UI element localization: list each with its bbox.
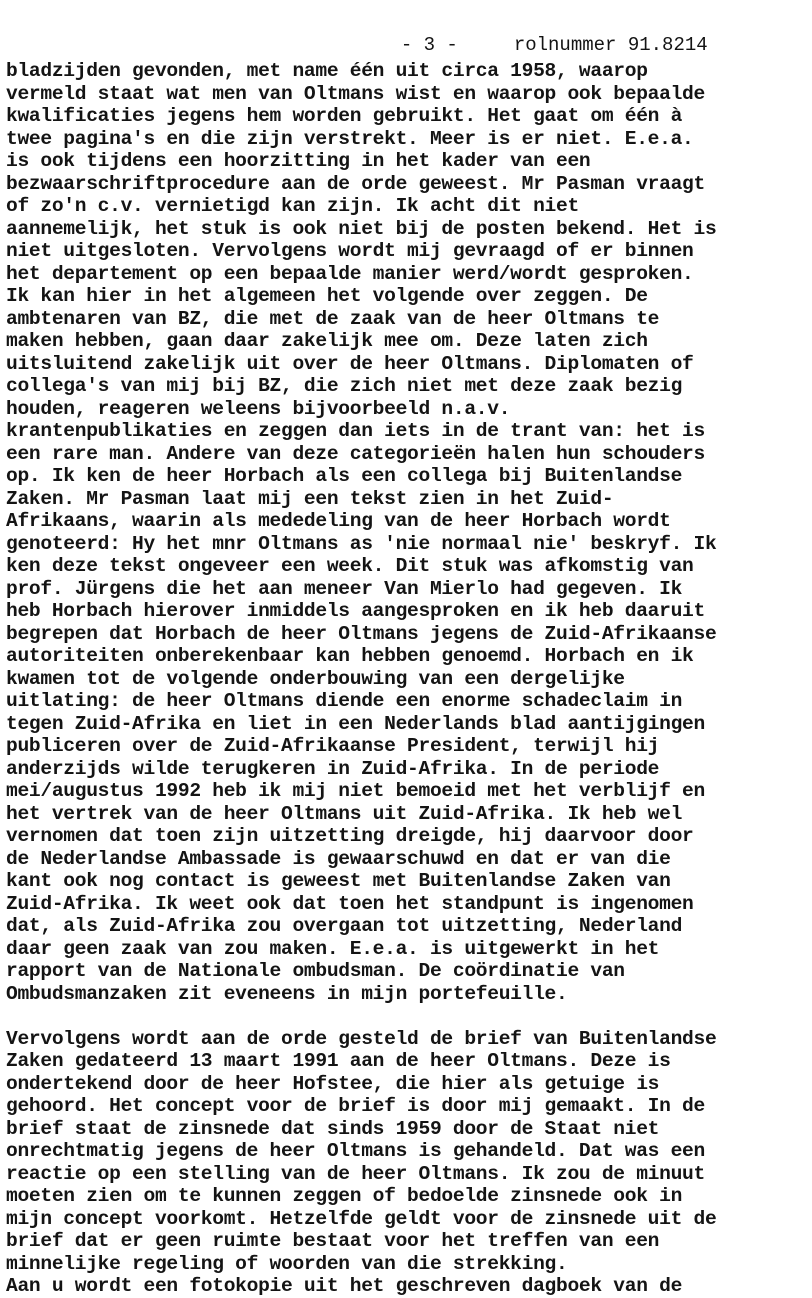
text-line: de Nederlandse Ambassade is gewaarschuwd en dat er van die bbox=[6, 847, 671, 870]
document-body bbox=[6, 60, 812, 1298]
text-line: minnelijke regeling of woorden van die strekking. bbox=[6, 1252, 568, 1275]
text-line: rapport van de Nationale ombudsman. De coördinatie van bbox=[6, 960, 625, 982]
text-line: niet uitgesloten. Vervolgens wordt mij gevraagd of er binnen bbox=[6, 240, 694, 262]
text-line: uitsluitend zakelijk uit over de heer Oltmans. Diplomaten of bbox=[6, 352, 694, 375]
text-line: kwalificaties jegens hem worden gebruikt. Het gaat om één à bbox=[6, 105, 683, 127]
text-line: Ombudsmanzaken zit eveneens in mijn portefeuille. bbox=[6, 982, 568, 1005]
text-line: moeten zien om te kunnen zeggen of bedoelde zinsnede ook in bbox=[6, 1185, 683, 1207]
text-line: aannemelijk, het stuk is ook niet bij de posten bekend. Het is bbox=[6, 217, 717, 240]
text-line: dat, als Zuid-Afrika zou overgaan tot uitzetting, Nederland bbox=[6, 915, 683, 937]
case-reference-number: rolnummer 91.8214 bbox=[513, 34, 708, 56]
text-line: brief dat er geen ruimte bestaat voor het treffen van een bbox=[6, 1230, 660, 1252]
text-line: gehoord. Het concept voor de brief is door mij gemaakt. In de bbox=[6, 1095, 705, 1117]
text-line: genoteerd: Hy het mnr Oltmans as 'nie normaal nie' beskryf. Ik bbox=[6, 532, 717, 555]
page-number: - 3 - bbox=[400, 34, 458, 56]
text-line: autoriteiten onberekenbaar kan hebben genoemd. Horbach en ik bbox=[6, 645, 694, 667]
text-line: Afrikaans, waarin als mededeling van de heer Horbach wordt bbox=[6, 510, 671, 532]
text-line: tegen Zuid-Afrika en liet in een Nederlands blad aantijgingen bbox=[6, 712, 705, 735]
text-line: kwamen tot de volgende onderbouwing van een dergelijke bbox=[6, 667, 625, 690]
paragraph bbox=[6, 60, 812, 1005]
text-line: krantenpublikaties en zeggen dan iets in de trant van: het is bbox=[6, 420, 705, 442]
text-line: publiceren over de Zuid-Afrikaanse President, terwijl hij bbox=[6, 735, 660, 757]
text-line: mijn concept voorkomt. Hetzelfde geldt voor de zinsnede uit de bbox=[6, 1207, 717, 1230]
text-line: begrepen dat Horbach de heer Oltmans jegens de Zuid-Afrikaanse bbox=[6, 622, 717, 645]
text-line: ambtenaren van BZ, die met de zaak van de heer Oltmans te bbox=[6, 307, 660, 330]
text-line: Zaken gedateerd 13 maart 1991 aan de heer Oltmans. Deze is bbox=[6, 1050, 671, 1072]
text-line: heb Horbach hierover inmiddels aangesproken en ik heb daaruit bbox=[6, 600, 705, 622]
text-line: brief staat de zinsnede dat sinds 1959 door de Staat niet bbox=[6, 1117, 660, 1140]
text-line: daar geen zaak van zou maken. E.e.a. is uitgewerkt in het bbox=[6, 937, 660, 960]
text-line: Vervolgens wordt aan de orde gesteld de brief van Buitenlandse bbox=[6, 1027, 717, 1050]
text-line: mei/augustus 1992 heb ik mij niet bemoeid met het verblijf en bbox=[6, 780, 705, 802]
text-line: is ook tijdens een hoorzitting in het kader van een bbox=[6, 150, 591, 172]
text-line: kant ook nog contact is geweest met Buitenlandse Zaken van bbox=[6, 870, 671, 892]
text-line: prof. Jürgens die het aan meneer Van Mierlo had gegeven. Ik bbox=[6, 577, 683, 600]
text-line: bezwaarschriftprocedure aan de orde geweest. Mr Pasman vraagt bbox=[6, 172, 705, 195]
text-line: ken deze tekst ongeveer een week. Dit stuk was afkomstig van bbox=[6, 555, 694, 577]
text-line: onrechtmatig jegens de heer Oltmans is gehandeld. Dat was een bbox=[6, 1140, 705, 1162]
paragraph bbox=[6, 1028, 812, 1298]
text-line: collega's van mij bij BZ, die zich niet met deze zaak bezig bbox=[6, 375, 683, 397]
text-line: vermeld staat wat men van Oltmans wist en waarop ook bepaalde bbox=[6, 82, 705, 105]
text-line: Ik kan hier in het algemeen het volgende over zeggen. De bbox=[6, 285, 648, 307]
text-line: twee pagina's en die zijn verstrekt. Meer is er niet. E.e.a. bbox=[6, 127, 694, 150]
paragraph-gap bbox=[6, 1005, 812, 1028]
text-line: op. Ik ken de heer Horbach als een collega bij Buitenlandse bbox=[6, 465, 683, 487]
text-line: Aan u wordt een fotokopie uit het geschreven dagboek van de bbox=[6, 1275, 683, 1297]
text-line: Zaken. Mr Pasman laat mij een tekst zien in het Zuid- bbox=[6, 487, 614, 510]
text-line: Zuid-Afrika. Ik weet ook dat toen het standpunt is ingenomen bbox=[6, 892, 694, 915]
text-line: uitlating: de heer Oltmans diende een enorme schadeclaim in bbox=[6, 690, 683, 712]
text-line: maken hebben, gaan daar zakelijk mee om. Deze laten zich bbox=[6, 330, 648, 352]
text-line: het departement op een bepaalde manier werd/wordt gesproken. bbox=[6, 262, 694, 285]
text-line: reactie op een stelling van de heer Oltmans. Ik zou de minuut bbox=[6, 1162, 705, 1185]
page-header bbox=[378, 0, 808, 56]
text-line: bladzijden gevonden, met name één uit circa 1958, waarop bbox=[6, 60, 648, 82]
text-line: vernomen dat toen zijn uitzetting dreigde, hij daarvoor door bbox=[6, 825, 694, 847]
text-line: of zo'n c.v. vernietigd kan zijn. Ik acht dit niet bbox=[6, 195, 579, 217]
text-line: ondertekend door de heer Hofstee, die hier als getuige is bbox=[6, 1072, 660, 1095]
text-line: anderzijds wilde terugkeren in Zuid-Afrika. In de periode bbox=[6, 757, 660, 780]
text-line: het vertrek van de heer Oltmans uit Zuid-Afrika. Ik heb wel bbox=[6, 802, 683, 825]
text-line: houden, reageren weleens bijvoorbeeld n.a.v. bbox=[6, 397, 511, 420]
text-line: een rare man. Andere van deze categorieën halen hun schouders bbox=[6, 442, 705, 465]
